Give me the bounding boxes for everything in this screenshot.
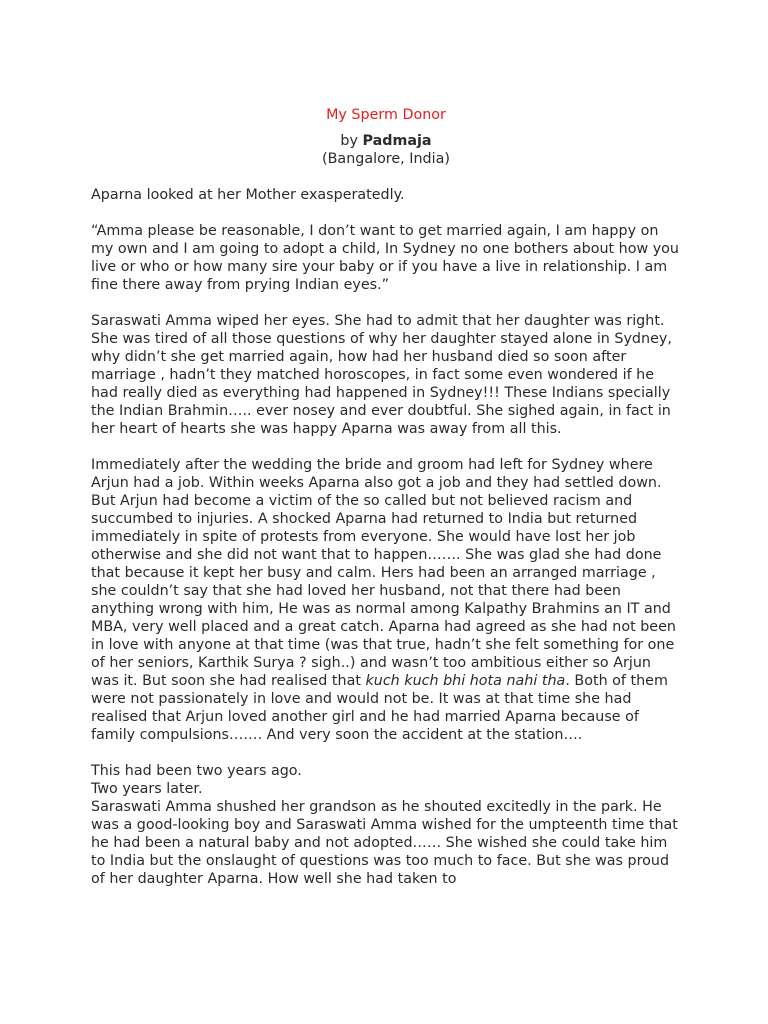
paragraph-5: This had been two years ago. [91,763,302,779]
paragraph-3: Saraswati Amma wiped her eyes. She had to admit that her daughter was right. She was tired of all those questions of why her daughter stayed alone in Sydney, why didn’t she get married again, how had her husband died so soon after marriage , hadn’t they matched horoscopes, in fact some even wondered if he had really died as everything had happened in Sydney!!! These Indians specially the Indian Brahmin….. ever nosey and ever doubtful. She sighed again, in fact in her heart of hearts she was happy Aparna was away from all this. [91,313,672,437]
paragraph-4-text-before: Immediately after the wedding the bride and groom had left for Sydney where Arjun had a job. Within weeks Aparna also got a job and they had settled down. But Arjun had become a victim of the so called but not believed racism and succumbed to injuries. A shocked Aparna had returned to India but returned immediately in spite of protests from everyone. She would have lost her job otherwise and she did not want that to happen……. She was glad she had done that because it kept her busy and calm. Hers had been an arranged marriage , she couldn’t say that she had loved her husband, not that there had been anything wrong with him, He was as normal among Kalpathy Brahmins an IT and MBA, very well placed and a great catch. Aparna had agreed as she had not been in love with anyone at that time (was that true, hadn’t she felt something for one of her seniors, Karthik Surya ? sigh..) and wasn’t too ambitious either so Arjun was it. But soon she had realised that [91,457,676,689]
document-page [91,106,681,888]
paragraph-4-text-after: . Both of them were not passionately in love and would not be. It was at that time she had realised that Arjun loved another girl and he had married Aparna because of family compulsions……. And very soon the accident at the station…. [91,673,668,743]
title-block [91,106,681,168]
paragraph-2: “Amma please be reasonable, I don’t want to get married again, I am happy on my own and I am going to adopt a child, In Sydney no one bothers about how you live or who or how many sire your baby or if you have a live in relationship. I am fine there away from prying Indian eyes.” [91,223,679,293]
paragraph-4 [91,456,681,744]
byline-prefix: by [340,133,363,149]
paragraph-4-italic-phrase: kuch kuch bhi hota nahi tha [365,673,566,689]
story-title: My Sperm Donor [326,107,446,123]
paragraph-6: Two years later. [91,781,203,797]
paragraph-1: Aparna looked at her Mother exasperatedly. [91,187,405,203]
author-location: (Bangalore, India) [322,151,450,167]
paragraph-7: Saraswati Amma shushed her grandson as he shouted excitedly in the park. He was a good-looking boy and Saraswati Amma wished for the umpteenth time that he had been a natural baby and not adopted…… She wished she could take him to India but the onslaught of questions was too much to face. But she was proud of her daughter Aparna. How well she had taken to [91,799,678,887]
author-name: Padmaja [362,133,432,149]
byline [91,132,681,150]
